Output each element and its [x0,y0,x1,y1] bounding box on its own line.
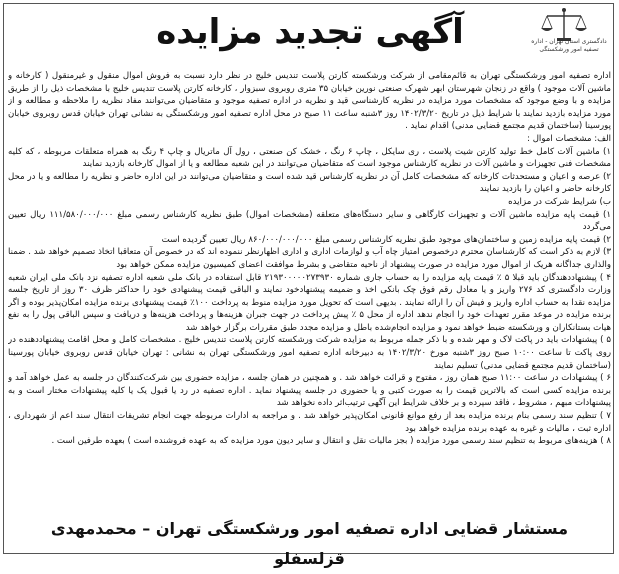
emblem-lettering: دادگستری استان تهران - اداره تصفیه امور ورشکستگی [531,38,607,53]
condition-item-8: ۸ ) هزینه‌های مربوط به تنظیم سند رسمی مورد مزایده ( بجز مالیات نقل و انتقال و سایر دیون مورد مزایده که به عهده فروشنده است ) بعهده طرفین است . [51,436,611,447]
asset-item-1: ۱) ماشین آلات کامل خط تولید کارتن شیت پلاست ، ری سایکل ، چاپ ۶ رنگ ، خشک کن صنعتی ، رول آل ماتریال و چاپ ۴ رنگ به همراه متعلقات مربوطه ، که کلیه مشخصات فنی تجهیزات و ماشین آلات در نظریه کارشناس موجود است که متقاضیان می‌توانند در این شعبه مطالعه و یا از اموال کارخانه بازدید نمایند [8,146,611,170]
notice-title: آگهی تجدید مزایده [156,12,464,52]
section-heading-conditions: ب) شرایط شرکت در مزایده [508,196,611,207]
condition-item-6: ۶ ) پیشنهادات در ساعت ۱۱:۰۰ صبح همان روز ، مفتوح و قرائت خواهد شد . و همچنین در همان جلسه ، مزایده حضوری بین شرکت‌کنندگان در جلسه به عمل خواهد آمد و برنده مزایده کسی است که بالاترین قیمت را به صورت کتبی و یا حضوری در جلسه پیشنهاد نماید . اداره تصفیه در رد یا قبول یک یا کلیه پیشنهادات مختار است و به پیشنهادات مبهم ، مشروط ، فاقد سپرده و بر خلاف شرایط این آگهی ترتیب‌اثر داده نخواهد شد [8,373,611,409]
section-heading-assets: الف: مشخصات اموال : [527,133,611,144]
condition-item-1: ۱) قیمت پایه مزایده ماشین آلات و تجهیزات کارگاهی و سایر دستگاه‌های متعلقه (مشخصات اموال) طبق نظریه کارشناس رسمی مبلغ ۱۱۱/۵۸۰/۰۰۰/۰۰۰ ریال تعیین می‌گردد [8,209,611,233]
condition-item-5: ۵ ) پیشنهادات باید در پاکت لاک و مهر شده و با ذکر جمله مربوط به مزایده شرکت ورشکسته کارتن پلاست تندیس خلیج . مشخصات کامل و محل اقامت پیشنهاددهنده در روی پاکت تا ساعت ۱۰:۰۰ صبح روز ۳شنبه مورخ ۱۴۰۲/۳/۲۰ به دبیرخانه اداره تصفیه امور ورشکستگی تهران به نشانی : تهران خیابان قدس روبروی خیابان پورسینا (ساختمان قدیم مجتمع قضایی مدنی) تسلیم نمایند [8,335,611,371]
intro-paragraph: اداره تصفیه امور ورشکستگی تهران به قائم‌مقامی از شرکت ورشکسته کارتن پلاست تندیس خلیج در نظر دارد نسبت به فروش اموال منقول و غیرمنقول ( کارخانه و ماشین آلات موجود ) واقع در زنجان شهرستان ابهر شهرک صنعتی نورین خیابان ۳۵ متری روبروی سبزوار ، کارخانه کارتن پلاست تندیس خلیج با مشخصات ذیل را از طریق مزایده و با وضع موجود که مشخصات مورد مزایده در نظریه کارشناسی قید و نظریه در اداره تصفیه موجود و متقاضیان می‌توانند مفاد نظریه را ملاحظه و مطالعه و از مورد مزایده بازدید نمایند با شرایط ذیل در تاریخ ۱۴۰۲/۳/۲۰ روز ۳شنبه ساعت ۱۱ صبح در محل اداره تصفیه امور ورشکستگی به نشانی تهران خیابان قدس روبروی خیابان پورسینا (ساختمان قدیم مجتمع قضایی مدنی) اقدام نماید . [8,71,611,132]
condition-item-3: ۳) لازم به ذکر است که کارشناسان محترم درخصوص امتیاز چاه آب و لوازمات اداری و اداری اظهارنظر ننموده اند که در خصوص آن متعاقبا اتخاذ تصمیم خواهد شد . ضمنا والذاری جداگانه هریک از اموال مورد مزایده در صورت پیشنهاد از ناحیه متقاضی و بشرط موافقت اعضای کمیسیون مزایده ممکن خواهد بود [8,247,611,270]
condition-item-7: ۷ ) تنظیم سند رسمی بنام برنده مزایده بعد از رفع موانع قانونی امکان‌پذیر خواهد شد . و مراجعه به ادارات مربوطه جهت انجام تشریفات انتقال سند اعم از شهرداری ، اداره ثبت ، مالیات و غیره به عهده برنده مزایده خواهد بود [8,411,611,434]
condition-item-4: ۴ ) پیشنهاددهندگان باید قبلا ۵ ٪ قیمت پایه مزایده را به حساب جاری شماره ۲۱۹۳۰۰۰۰۰۲۷۳۹۳۰ قابل استفاده در بانک ملی شعبه اداره تصفیه نزد بانک ملی ایران شعبه وزارت دادگستری کد ۲۷۶ واریز و یا معادل رقم فوق چک بانکی اخذ و ضمیمه پیشنهادخود نمایند و الباقی قیمت پیشنهادی خود را حداکثر ظرف ۳۰ روز از تاریخ جلسه مزایده نقدا به حساب اداره واریز و فیش آن را ارائه نمایند . بدیهی است که تحویل مورد مزایده منوط به پرداخت ۱۰۰٪ قیمت پیشنهادی برنده مزایده امکان‌پذیر بوده و اگر برنده مزایده در موعد مقرر تعهدات خود را انجام ندهد اداره از محل ۵ ٪ پیش پرداخت در جهت جبران هزینه‌ها و پرداخت هزینه‌ها و دریافت و سپس الباقی پول را به نفع هیات بستانکاران و ورشکسته ضبط خواهد نمود و مزایده انجام‌شده باطل و مزایده مجدد طبق مقررات برگزار خواهد شد [8,272,611,333]
asset-item-2: ۲) عرصه و اعیان و مستحدثات کارخانه که مشخصات کامل آن در نظریه کارشناس قید شده است و متقاضیان می‌توانند در این اداره حاضر و نظریه را مطالعه و یا در محل کارخانه حاضر و اعیان را بازدید نمایند [8,171,611,195]
judiciary-emblem-icon [529,6,599,64]
condition-item-2: ۲) قیمت پایه مزایده زمین و ساختمان‌های موجود طبق نظریه کارشناس رسمی مبلغ ۸۶۰/۰۰۰/۰۰۰/۰۰۰ ریال تعیین گردیده است [161,234,611,245]
notice-body [8,70,611,500]
signature-line: مستشار قضایی اداره تصفیه امور ورشکستگی تهران – محمدمهدی قزلسفلو [50,519,569,568]
notice-header [0,0,619,66]
